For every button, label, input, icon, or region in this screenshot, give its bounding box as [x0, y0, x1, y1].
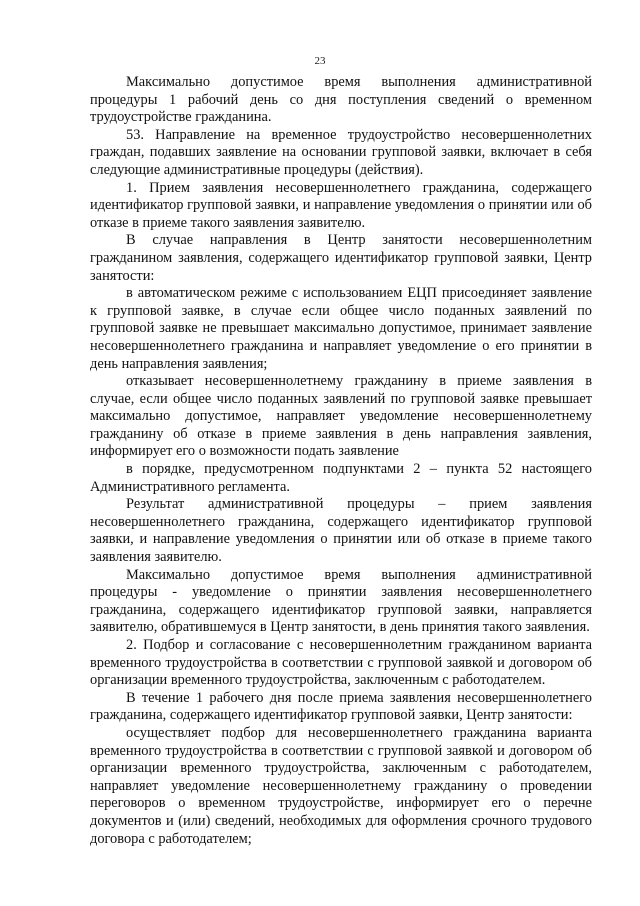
document-body [90, 74, 592, 848]
paragraph: отказывает несовершеннолетнему гражданину в приеме заявления в случае, если общее число поданных заявлений по групповой заявке превышает максимально допустимое, направляет уведомление несовершеннолетнему гражданину об отказе в приеме заявления в день направления заявления, информирует его о возможности подать заявление [90, 373, 592, 460]
paragraph: Результат административной процедуры – прием заявления несовершеннолетнего гражданина, содержащего идентификатор групповой заявки, и направление уведомления о принятии или об отказе в приеме такого заявления заявителю. [90, 496, 592, 566]
paragraph: в автоматическом режиме с использованием ЕЦП присоединяет заявление к групповой заявке, в случае если общее число поданных заявлений по групповой заявке не превышает максимально допустимое, принимает заявление несовершеннолетнего гражданина и направляет уведомление о его принятии в день направления заявления; [90, 285, 592, 372]
paragraph: в порядке, предусмотренном подпунктами 2 – пункта 52 настоящего Административного регламента. [90, 461, 592, 495]
paragraph: В случае направления в Центр занятости несовершеннолетним гражданином заявления, содержащего идентификатор групповой заявки, Центр занятости: [90, 232, 592, 284]
paragraph: 53. Направление на временное трудоустройство несовершеннолетних граждан, подавших заявление на основании групповой заявки, включает в себя следующие административные процедуры (действия). [90, 126, 592, 178]
paragraph: Максимально допустимое время выполнения административной процедуры 1 рабочий день со дня поступления сведений о временном трудоустройстве гражданина. [90, 74, 592, 126]
paragraph: 1. Прием заявления несовершеннолетнего гражданина, содержащего идентификатор групповой заявки, и направление уведомления о принятии или об отказе в приеме такого заявления заявителю. [90, 179, 592, 231]
paragraph: 2. Подбор и согласование с несовершеннолетним гражданином варианта временного трудоустройства в соответствии с групповой заявкой и договором об организации временного трудоустройства, заключенным с работодателем. [90, 637, 592, 689]
paragraph: В течение 1 рабочего дня после приема заявления несовершеннолетнего гражданина, содержащего идентификатор групповой заявки, Центр занятости: [90, 689, 592, 724]
paragraph: Максимально допустимое время выполнения административной процедуры - уведомление о принятии заявления несовершеннолетнего гражданина, содержащего идентификатор групповой заявки, направляется заявителю, обратившемуся в Центр занятости, в день принятия такого заявления. [90, 566, 592, 636]
page-number: 23 [314, 55, 326, 67]
paragraph: осуществляет подбор для несовершеннолетнего гражданина варианта временного трудоустройства в соответствии с групповой заявкой и договором об организации временного трудоустройства, заключенным с работодателем, направляет уведомление несовершеннолетнему гражданину о проведении переговоров о временном трудоустройстве, информирует его о перечне документов и (или) сведений, необходимых для оформления срочного трудового договора с работодателем; [90, 724, 592, 847]
